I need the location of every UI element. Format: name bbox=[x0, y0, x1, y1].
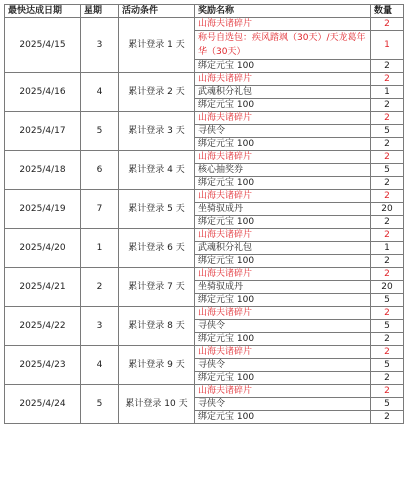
reward-qty-cell: 2 bbox=[371, 177, 404, 190]
reward-qty-cell: 5 bbox=[371, 125, 404, 138]
reward-qty-cell: 20 bbox=[371, 281, 404, 294]
header-condition: 活动条件 bbox=[119, 5, 195, 18]
reward-qty-cell: 2 bbox=[371, 333, 404, 346]
reward-qty-cell: 1 bbox=[371, 31, 404, 60]
reward-name-cell: 寻侠令 bbox=[195, 125, 371, 138]
reward-qty-cell: 2 bbox=[371, 216, 404, 229]
reward-name-cell: 绑定元宝 100 bbox=[195, 138, 371, 151]
reward-name-cell: 山海夫诸碎片 bbox=[195, 190, 371, 203]
condition-cell: 累计登录 1 天 bbox=[119, 18, 195, 73]
reward-qty-cell: 2 bbox=[371, 138, 404, 151]
reward-name-cell: 山海夫诸碎片 bbox=[195, 151, 371, 164]
reward-qty-cell: 5 bbox=[371, 359, 404, 372]
reward-qty-cell: 5 bbox=[371, 294, 404, 307]
reward-qty-cell: 2 bbox=[371, 385, 404, 398]
reward-qty-cell: 2 bbox=[371, 268, 404, 281]
reward-qty-cell: 2 bbox=[371, 18, 404, 31]
reward-qty-cell: 2 bbox=[371, 411, 404, 424]
reward-name-cell: 寻侠令 bbox=[195, 398, 371, 411]
header-weekday: 星期 bbox=[81, 5, 119, 18]
reward-name-cell: 绑定元宝 100 bbox=[195, 372, 371, 385]
reward-name-cell: 绑定元宝 100 bbox=[195, 60, 371, 73]
date-cell: 2025/4/16 bbox=[5, 73, 81, 112]
condition-cell: 累计登录 9 天 bbox=[119, 346, 195, 385]
reward-qty-cell: 2 bbox=[371, 255, 404, 268]
header-row bbox=[5, 5, 404, 18]
reward-name-cell: 绑定元宝 100 bbox=[195, 99, 371, 112]
date-cell: 2025/4/22 bbox=[5, 307, 81, 346]
reward-qty-cell: 2 bbox=[371, 307, 404, 320]
reward-name-cell: 山海夫诸碎片 bbox=[195, 346, 371, 359]
reward-name-cell: 寻侠令 bbox=[195, 320, 371, 333]
reward-name-cell: 绑定元宝 100 bbox=[195, 255, 371, 268]
reward-qty-cell: 2 bbox=[371, 60, 404, 73]
reward-qty-cell: 2 bbox=[371, 73, 404, 86]
reward-qty-cell: 1 bbox=[371, 86, 404, 99]
reward-qty-cell: 1 bbox=[371, 242, 404, 255]
reward-name-cell: 山海夫诸碎片 bbox=[195, 18, 371, 31]
reward-name-cell: 绑定元宝 100 bbox=[195, 333, 371, 346]
header-date: 最快达成日期 bbox=[5, 5, 81, 18]
weekday-cell: 3 bbox=[81, 307, 119, 346]
table-row bbox=[5, 18, 404, 31]
weekday-cell: 5 bbox=[81, 385, 119, 424]
header-reward-name: 奖励名称 bbox=[195, 5, 371, 18]
condition-cell: 累计登录 4 天 bbox=[119, 151, 195, 190]
condition-cell: 累计登录 2 天 bbox=[119, 73, 195, 112]
reward-name-cell: 山海夫诸碎片 bbox=[195, 385, 371, 398]
table-row bbox=[5, 229, 404, 242]
weekday-cell: 4 bbox=[81, 346, 119, 385]
reward-name-cell: 寻侠令 bbox=[195, 359, 371, 372]
weekday-cell: 4 bbox=[81, 73, 119, 112]
date-cell: 2025/4/15 bbox=[5, 18, 81, 73]
weekday-cell: 7 bbox=[81, 190, 119, 229]
reward-name-cell: 山海夫诸碎片 bbox=[195, 307, 371, 320]
reward-name-cell: 称号自选包：疾风踏飒（30天）/天龙葛年华（30天） bbox=[195, 31, 371, 60]
header-quantity: 数量 bbox=[371, 5, 404, 18]
date-cell: 2025/4/18 bbox=[5, 151, 81, 190]
reward-qty-cell: 5 bbox=[371, 320, 404, 333]
weekday-cell: 5 bbox=[81, 112, 119, 151]
table-row bbox=[5, 268, 404, 281]
weekday-cell: 3 bbox=[81, 18, 119, 73]
reward-qty-cell: 2 bbox=[371, 346, 404, 359]
reward-name-cell: 核心抽奖券 bbox=[195, 164, 371, 177]
reward-name-cell: 坐骑驭成丹 bbox=[195, 281, 371, 294]
table-row bbox=[5, 346, 404, 359]
weekday-cell: 2 bbox=[81, 268, 119, 307]
condition-cell: 累计登录 8 天 bbox=[119, 307, 195, 346]
reward-qty-cell: 2 bbox=[371, 372, 404, 385]
reward-qty-cell: 2 bbox=[371, 229, 404, 242]
reward-name-cell: 绑定元宝 100 bbox=[195, 294, 371, 307]
reward-name-cell: 山海夫诸碎片 bbox=[195, 112, 371, 125]
table-row bbox=[5, 112, 404, 125]
date-cell: 2025/4/23 bbox=[5, 346, 81, 385]
reward-name-cell: 绑定元宝 100 bbox=[195, 216, 371, 229]
reward-name-cell: 山海夫诸碎片 bbox=[195, 229, 371, 242]
login-rewards-table bbox=[4, 4, 404, 424]
reward-name-cell: 武魂积分礼包 bbox=[195, 242, 371, 255]
table-row bbox=[5, 307, 404, 320]
reward-qty-cell: 5 bbox=[371, 398, 404, 411]
condition-cell: 累计登录 3 天 bbox=[119, 112, 195, 151]
condition-cell: 累计登录 7 天 bbox=[119, 268, 195, 307]
reward-name-cell: 山海夫诸碎片 bbox=[195, 268, 371, 281]
reward-name-cell: 山海夫诸碎片 bbox=[195, 73, 371, 86]
table-row bbox=[5, 190, 404, 203]
reward-qty-cell: 2 bbox=[371, 112, 404, 125]
date-cell: 2025/4/19 bbox=[5, 190, 81, 229]
condition-cell: 累计登录 10 天 bbox=[119, 385, 195, 424]
reward-qty-cell: 20 bbox=[371, 203, 404, 216]
condition-cell: 累计登录 6 天 bbox=[119, 229, 195, 268]
date-cell: 2025/4/17 bbox=[5, 112, 81, 151]
reward-name-cell: 武魂积分礼包 bbox=[195, 86, 371, 99]
condition-cell: 累计登录 5 天 bbox=[119, 190, 195, 229]
table-row bbox=[5, 385, 404, 398]
table-row bbox=[5, 73, 404, 86]
reward-qty-cell: 2 bbox=[371, 190, 404, 203]
weekday-cell: 6 bbox=[81, 151, 119, 190]
reward-name-cell: 绑定元宝 100 bbox=[195, 177, 371, 190]
table-body bbox=[5, 18, 404, 424]
reward-qty-cell: 5 bbox=[371, 164, 404, 177]
date-cell: 2025/4/21 bbox=[5, 268, 81, 307]
reward-name-cell: 坐骑驭成丹 bbox=[195, 203, 371, 216]
reward-name-cell: 绑定元宝 100 bbox=[195, 411, 371, 424]
reward-qty-cell: 2 bbox=[371, 99, 404, 112]
table-row bbox=[5, 151, 404, 164]
reward-qty-cell: 2 bbox=[371, 151, 404, 164]
date-cell: 2025/4/24 bbox=[5, 385, 81, 424]
weekday-cell: 1 bbox=[81, 229, 119, 268]
date-cell: 2025/4/20 bbox=[5, 229, 81, 268]
